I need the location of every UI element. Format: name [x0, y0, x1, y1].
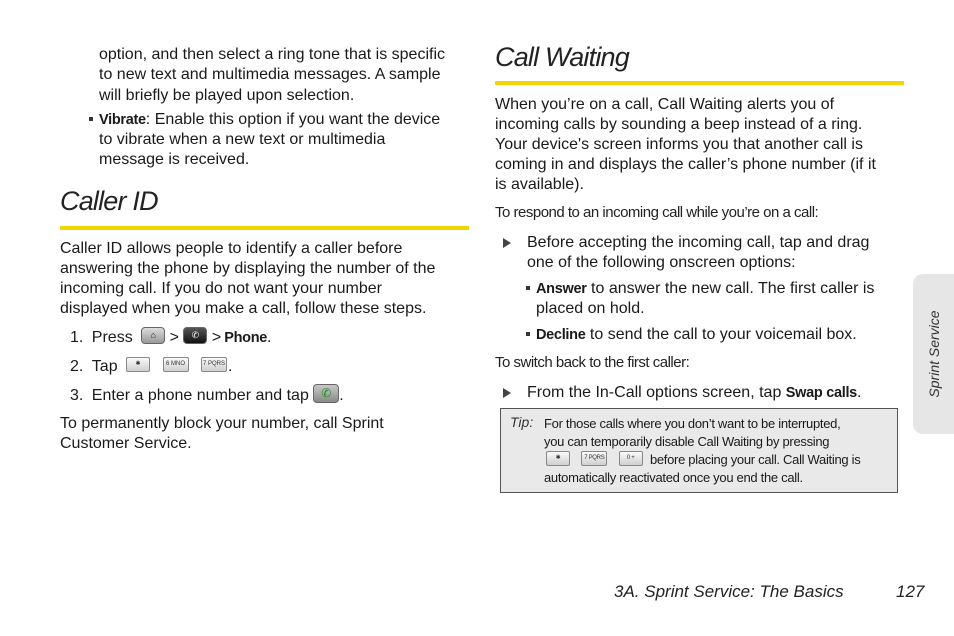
- tip-text: [544, 415, 889, 487]
- tip-line: [544, 451, 889, 469]
- answer-label: Answer: [536, 281, 587, 297]
- tip-box: [500, 408, 898, 493]
- step-number: 3.: [70, 387, 84, 404]
- home-icon: ⌂: [141, 327, 165, 344]
- step-text: Enter a phone number and tap: [91, 387, 309, 404]
- step-number: 1.: [70, 329, 84, 346]
- paragraph-line: When you’re on a call, Call Waiting alerts you of: [495, 96, 835, 113]
- tip-label: Tip:: [510, 414, 534, 430]
- paragraph-line: To permanently block your number, call Sprint: [60, 415, 384, 432]
- step-number: 2.: [70, 358, 84, 375]
- six-key-icon: 6 MNO: [163, 357, 189, 372]
- step-end: .: [267, 329, 272, 346]
- paragraph-line: is available).: [495, 176, 584, 193]
- page-number: 127: [896, 582, 925, 601]
- paragraph-line: Your device's screen informs you that another call is: [495, 136, 863, 153]
- star-key-icon: ✱: [126, 357, 150, 372]
- vibrate-label: Vibrate: [99, 112, 146, 128]
- paragraph-line: displayed when you make a call, follow these steps.: [60, 300, 427, 317]
- section-side-tab: [913, 274, 954, 434]
- answer-text: to answer the new call. The first caller is: [586, 280, 875, 297]
- bullet-square-icon: [526, 332, 530, 336]
- zero-key-icon: 0 +: [619, 451, 643, 466]
- heading-rule: [495, 81, 904, 85]
- vibrate-line: to vibrate when a new text or multimedia: [99, 131, 386, 148]
- caller-id-heading: Caller ID: [60, 186, 158, 216]
- step-separator: >: [211, 329, 222, 346]
- answer-line: placed on hold.: [536, 300, 645, 317]
- vibrate-text: : Enable this option if you want the device: [145, 111, 441, 128]
- side-tab-label: Sprint Service: [926, 310, 942, 398]
- star-key-icon: ✱: [546, 451, 570, 466]
- swap-calls-label: Swap calls: [785, 385, 857, 401]
- footer-section-title: 3A. Sprint Service: The Basics: [614, 582, 844, 601]
- seven-key-icon: 7 PQRS: [581, 451, 607, 466]
- intro-line: option, and then select a ring tone that is specific: [99, 46, 445, 63]
- phone-icon: ✆: [183, 327, 207, 344]
- bullet-square-icon: [89, 117, 93, 121]
- step-end: .: [227, 358, 233, 375]
- seven-key-icon: 7 PQRS: [201, 357, 227, 372]
- respond-subheading: To respond to an incoming call while you’re on a call:: [495, 204, 819, 221]
- tip-line: you can temporarily disable Call Waiting by pressing: [544, 434, 830, 449]
- bullet-text: From the In-Call options screen, tap: [527, 384, 782, 401]
- bullet-square-icon: [526, 286, 530, 290]
- triangle-bullet-icon: [503, 388, 511, 398]
- bullet-line: Before accepting the incoming call, tap and drag: [527, 234, 870, 251]
- paragraph-line: incoming calls by sounding a beep instead of a ring.: [495, 116, 863, 133]
- heading-rule: [60, 226, 469, 230]
- step-end: .: [339, 387, 344, 404]
- vibrate-line: message is received.: [99, 151, 250, 168]
- phone-label: Phone: [224, 330, 268, 346]
- paragraph-line: Caller ID allows people to identify a caller before: [60, 240, 403, 257]
- tip-line: For those calls where you don’t want to be interrupted,: [544, 416, 841, 431]
- step-text: Press: [91, 329, 133, 346]
- bullet-end: .: [856, 384, 862, 401]
- paragraph-line: coming in and displays the caller’s phone number (if it: [495, 156, 876, 173]
- call-waiting-heading: Call Waiting: [495, 42, 629, 72]
- tip-line: automatically reactivated once you end the call.: [544, 470, 803, 485]
- paragraph-line: incoming call. If you do not want your number: [60, 280, 382, 297]
- decline-label: Decline: [536, 327, 586, 343]
- decline-text: to send the call to your voicemail box.: [585, 326, 857, 343]
- paragraph-line: answering the phone by displaying the number of the: [60, 260, 436, 277]
- step-separator: >: [169, 329, 179, 346]
- bullet-line: one of the following onscreen options:: [527, 254, 796, 271]
- intro-line: will briefly be played upon selection.: [99, 87, 355, 104]
- paragraph-line: Customer Service.: [60, 435, 192, 452]
- step-text: Tap: [91, 358, 118, 375]
- switch-subheading: To switch back to the first caller:: [495, 354, 690, 371]
- intro-line: to new text and multimedia messages. A sample: [99, 66, 441, 83]
- tip-text-rest: before placing your call. Call Waiting is: [649, 452, 861, 467]
- talk-key-icon: ✆: [313, 384, 339, 403]
- triangle-bullet-icon: [503, 238, 511, 248]
